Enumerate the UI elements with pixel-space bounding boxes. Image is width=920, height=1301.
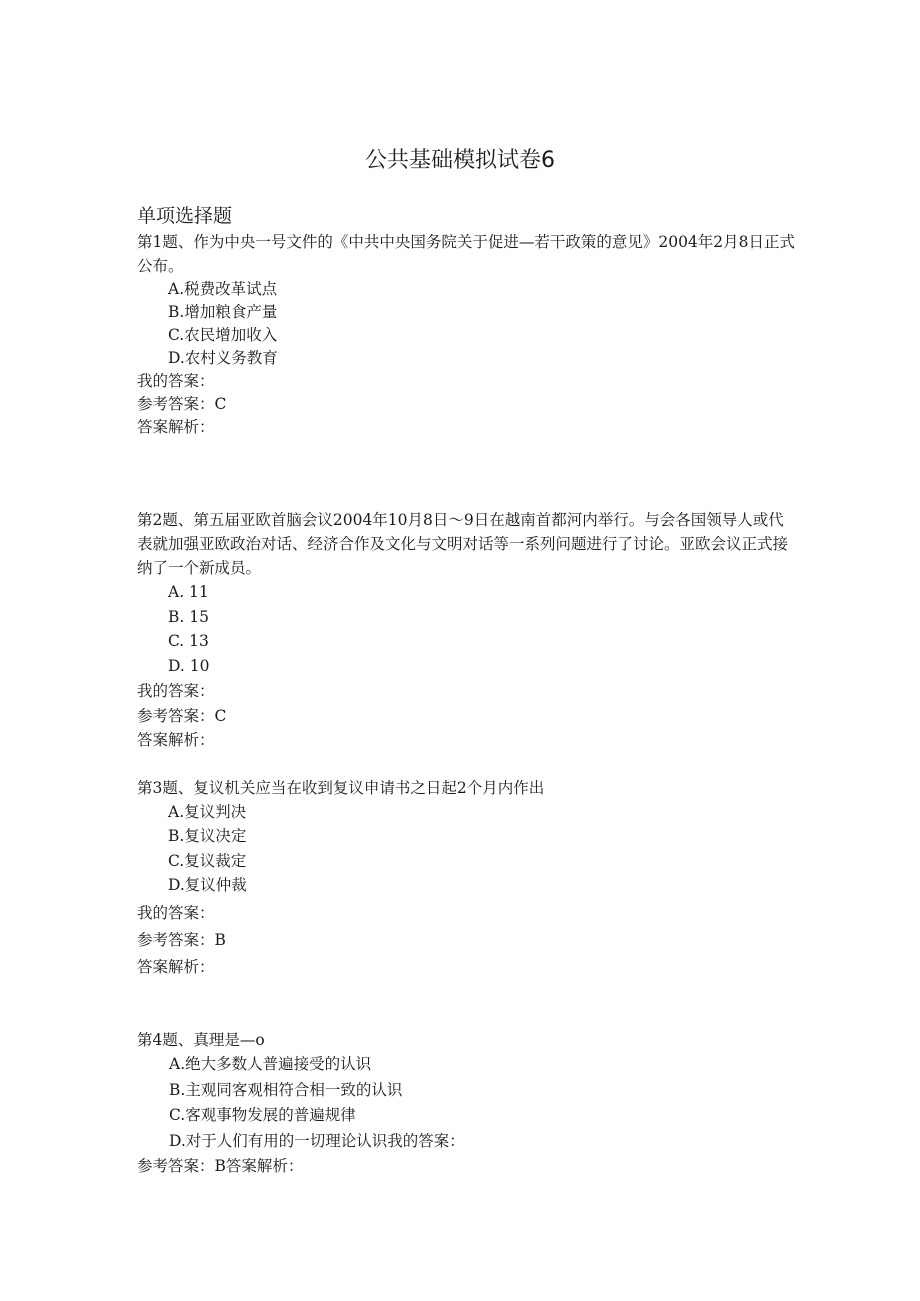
option-list <box>168 580 797 679</box>
answer-analysis: 答案解析： <box>137 958 215 977</box>
option-b: B.增加粮食产量 <box>168 303 278 321</box>
option-a: A.复议判决 <box>168 803 247 821</box>
my-answer: 我的答案： <box>137 681 215 700</box>
option-c: C.客观事物发展的普遍规律 <box>169 1106 356 1124</box>
question-3 <box>137 776 797 981</box>
option-a: A.税费改革试点 <box>168 280 278 298</box>
question-4 <box>137 1028 797 1179</box>
answer-block <box>137 679 797 753</box>
option-list <box>168 278 797 370</box>
option-c: C.农民增加收入 <box>168 326 278 344</box>
option-d: D.对于人们有用的一切理论认识我的答案： <box>169 1131 465 1150</box>
question-2 <box>137 508 797 753</box>
option-a: A. 11 <box>168 583 209 601</box>
reference-answer: 参考答案：C <box>137 395 227 413</box>
option-b: B. 15 <box>168 607 209 626</box>
answer-analysis: 答案解析： <box>137 731 215 750</box>
reference-answer: 参考答案：B <box>137 931 226 950</box>
option-d: D.复议仲裁 <box>168 875 247 894</box>
answer-block <box>137 1154 797 1179</box>
option-b: B.主观同客观相符合相一致的认识 <box>169 1080 403 1099</box>
page-title: 公共基础模拟试卷6 <box>365 148 555 173</box>
option-a: A.绝大多数人普遍接受的认识 <box>169 1055 372 1073</box>
option-d: D. 10 <box>168 657 210 676</box>
section-heading: 单项选择题 <box>137 205 233 227</box>
question-stem: 第2题、第五届亚欧首脑会议2004年10月8日～9日在越南首都河内举行。与会各国领导人或代表就加强亚欧政治对话、经济合作及文化与文明对话等一系列问题进行了讨论。亚欧会议正式接纳了一个新成员。 <box>137 511 789 577</box>
reference-answer: 参考答案：C <box>137 706 227 725</box>
question-stem: 第3题、复议机关应当在收到复议申请书之日起2个月内作出 <box>137 779 545 797</box>
option-c: C.复议裁定 <box>168 851 247 870</box>
question-1 <box>137 230 797 439</box>
option-b: B.复议决定 <box>168 827 247 846</box>
question-stem: 第4题、真理是—o <box>137 1031 265 1049</box>
answer-block <box>137 370 797 439</box>
my-answer: 我的答案： <box>137 904 215 923</box>
option-list <box>169 1052 797 1154</box>
reference-answer: 参考答案：B答案解析： <box>137 1157 304 1175</box>
question-stem: 第1题、作为中央一号文件的《中共中央国务院关于促进—若干政策的意见》2004年2月8日正式公布。 <box>137 233 796 275</box>
my-answer: 我的答案： <box>137 372 215 390</box>
answer-block <box>137 900 797 981</box>
option-d: D.农村义务教育 <box>168 349 278 367</box>
answer-analysis: 答案解析： <box>137 418 215 436</box>
option-c: C. 13 <box>168 632 209 651</box>
option-list <box>168 800 797 897</box>
